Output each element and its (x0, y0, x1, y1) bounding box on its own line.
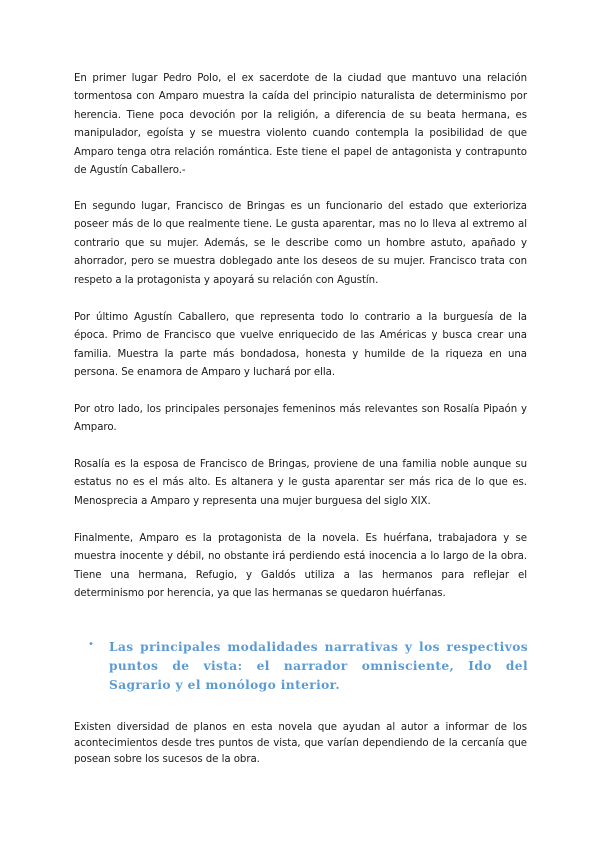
paragraph-personajes-femeninos: Por otro lado, los principales personajes femeninos más relevantes son Rosalía Pipaón y Amparo. (74, 404, 527, 434)
section-heading (88, 638, 528, 695)
bullet-icon: • (88, 639, 94, 650)
paragraph-amparo: Finalmente, Amparo es la protagonista de la novela. Es huérfana, trabajadora y se muestra inocente y débil, no obstante irá perdiendo está inocencia a lo largo de la obra. Tiene una hermana, Refugio, y Galdós utiliza a las hermanos para reflejar el determinismo por herencia, ya que las hermanas se quedaron huérfanas. (74, 533, 527, 600)
paragraph-pedro-polo: En primer lugar Pedro Polo, el ex sacerdote de la ciudad que mantuvo una relación tormentosa con Amparo muestra la caída del principio naturalista de determinismo por herencia. Tiene poca devoción por la religión, a diferencia de su beata hermana, es manipulador, egoísta y se muestra violento cuando contempla la posibilidad de que Amparo tenga otra relación romántica. Este tiene el papel de antagonista y contrapunto de Agustín Caballero.- (74, 73, 527, 177)
paragraph-francisco-bringas: En segundo lugar, Francisco de Bringas es un funcionario del estado que exterioriza poseer más de lo que realmente tiene. Le gusta aparentar, mas no lo lleva al extremo al contrario que su mujer. Además, se le describe como un hombre astuto, apañado y ahorrador, pero se muestra doblegado ante los deseos de su mujer. Francisco trata con respeto a la protagonista y apoyará su relación con Agustín. (74, 201, 527, 286)
paragraph-planos: Existen diversidad de planos en esta novela que ayudan al autor a informar de los acontecimientos desde tres puntos de vista, que varían dependiendo de la cercanía que posean sobre los sucesos de la obra. (74, 722, 527, 765)
paragraph-agustin-caballero: Por último Agustín Caballero, que representa todo lo contrario a la burguesía de la época. Primo de Francisco que vuelve enriquecido de las Américas y busca crear una familia. Muestra la parte más bondadosa, honesta y humilde de la riqueza en una persona. Se enamora de Amparo y luchará por ella. (74, 312, 527, 379)
paragraph-rosalia: Rosalía es la esposa de Francisco de Bringas, proviene de una familia noble aunque su estatus no es el más alto. Es altanera y le gusta aparentar ser más rica de lo que es. Menosprecia a Amparo y representa una mujer burguesa del siglo XIX. (74, 459, 527, 507)
section-heading-text: Las principales modalidades narrativas y los respectivos puntos de vista: el narrador omnisciente, Ido del Sagrario y el monólogo interior. (109, 640, 528, 692)
